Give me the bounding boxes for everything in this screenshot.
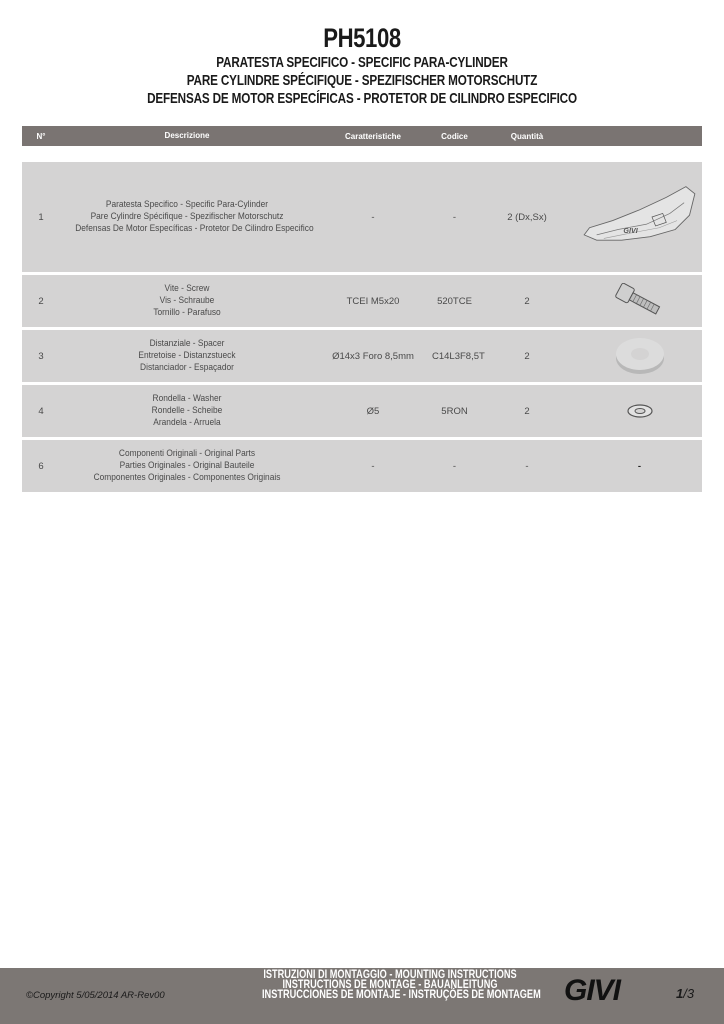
row-number: 6	[38, 460, 44, 472]
row-code: 5RON	[441, 405, 468, 417]
col-description: Descrizione	[164, 131, 210, 140]
washer-icon	[577, 385, 702, 437]
row-quantity: 2	[524, 405, 530, 417]
desc-line: Defensas De Motor Específicas - Protetor De Cilindro Especifico	[75, 223, 314, 234]
instructions-line: ISTRUZIONI DI MONTAGGIO - MOUNTING INSTRUCTIONS	[263, 969, 517, 981]
col-characteristics: Caratteristiche	[344, 131, 402, 141]
col-code: Codice	[441, 131, 468, 141]
subtitle-line-3: DEFENSAS DE MOTOR ESPECÍFICAS - PROTETOR DE CILINDRO ESPECIFICO	[147, 90, 577, 107]
row-quantity: 2 (Dx,Sx)	[507, 211, 547, 223]
givi-logo	[562, 973, 646, 1008]
desc-line: Vis - Schraube	[159, 295, 215, 306]
desc-line: Componenti Originali - Original Parts	[118, 448, 256, 459]
instructions-title	[230, 970, 550, 1000]
col-image	[577, 126, 702, 146]
row-characteristics: -	[371, 211, 375, 223]
desc-line: Paratesta Specifico - Specific Para-Cylinder	[105, 199, 269, 210]
screw-icon	[577, 275, 702, 327]
row-number: 1	[38, 211, 44, 223]
subtitle-line-1: PARATESTA SPECIFICO - SPECIFIC PARA-CYLINDER	[216, 54, 508, 71]
desc-line: Componentes Originales - Componentes Originais	[93, 472, 281, 483]
desc-line: Arandela - Arruela	[153, 417, 221, 428]
parts-table	[22, 126, 702, 492]
desc-line: Parties Originales - Original Bauteile	[119, 460, 255, 471]
desc-line: Vite - Screw	[164, 283, 210, 294]
col-quantity: Quantità	[510, 131, 544, 141]
cylinder-guard-icon	[577, 162, 702, 272]
row-description	[60, 283, 314, 319]
desc-line: Rondella - Washer	[152, 393, 222, 404]
row-quantity: -	[525, 460, 529, 472]
col-number: N°	[36, 131, 46, 141]
row-characteristics: Ø14x3 Foro 8,5mm	[332, 350, 414, 362]
subtitle-line-2: PARE CYLINDRE SPÉCIFIQUE - SPEZIFISCHER MOTORSCHUTZ	[186, 72, 538, 89]
table-row	[22, 162, 702, 272]
row-quantity: 2	[524, 350, 530, 362]
row-code: C14L3F8,5T	[432, 350, 485, 362]
row-image-placeholder: -	[637, 460, 642, 472]
row-characteristics: Ø5	[366, 405, 380, 417]
table-row	[22, 330, 702, 382]
document-header	[0, 22, 724, 108]
table-row	[22, 440, 702, 492]
row-description	[60, 338, 314, 374]
table-row	[22, 275, 702, 327]
desc-line: Entretoise - Distanzstueck	[138, 350, 236, 361]
product-code: PH5108	[323, 23, 401, 53]
desc-line: Rondelle - Scheibe	[151, 405, 223, 416]
spacer-icon	[577, 330, 702, 382]
row-code: 520TCE	[437, 295, 472, 307]
copyright-text: ©Copyright 5/05/2014 AR-Rev00	[26, 990, 165, 1001]
row-description	[60, 199, 314, 235]
row-code: -	[452, 211, 457, 223]
table-header	[22, 126, 702, 146]
page-total: /3	[683, 986, 695, 1001]
desc-line: Distanciador - Espaçador	[140, 362, 234, 373]
row-characteristics: -	[371, 460, 375, 472]
svg-text:GIVI: GIVI	[623, 227, 638, 236]
logo-text: GIVI	[564, 974, 621, 1003]
page-current: 1	[676, 986, 684, 1001]
page-number	[676, 986, 694, 1001]
row-description	[60, 393, 314, 429]
row-number: 4	[38, 405, 44, 417]
row-number: 3	[38, 350, 44, 362]
table-row	[22, 385, 702, 437]
desc-line: Distanziale - Spacer	[149, 338, 225, 349]
footer-bar	[0, 968, 724, 1024]
row-description	[60, 448, 314, 484]
instructions-line: INSTRUCCIONES DE MONTAJE - INSTRUÇÕES DE MONTAGEM	[262, 989, 541, 1001]
row-characteristics: TCEI M5x20	[346, 295, 400, 307]
instructions-line: INSTRUCTIONS DE MONTAGE - BAUANLEITUNG	[282, 979, 498, 991]
row-number: 2	[38, 295, 44, 307]
row-code: -	[452, 460, 457, 472]
row-quantity: 2	[524, 295, 530, 307]
desc-line: Pare Cylindre Spécifique - Spezifischer Motorschutz	[90, 211, 284, 222]
desc-line: Tornillo - Parafuso	[153, 307, 221, 318]
